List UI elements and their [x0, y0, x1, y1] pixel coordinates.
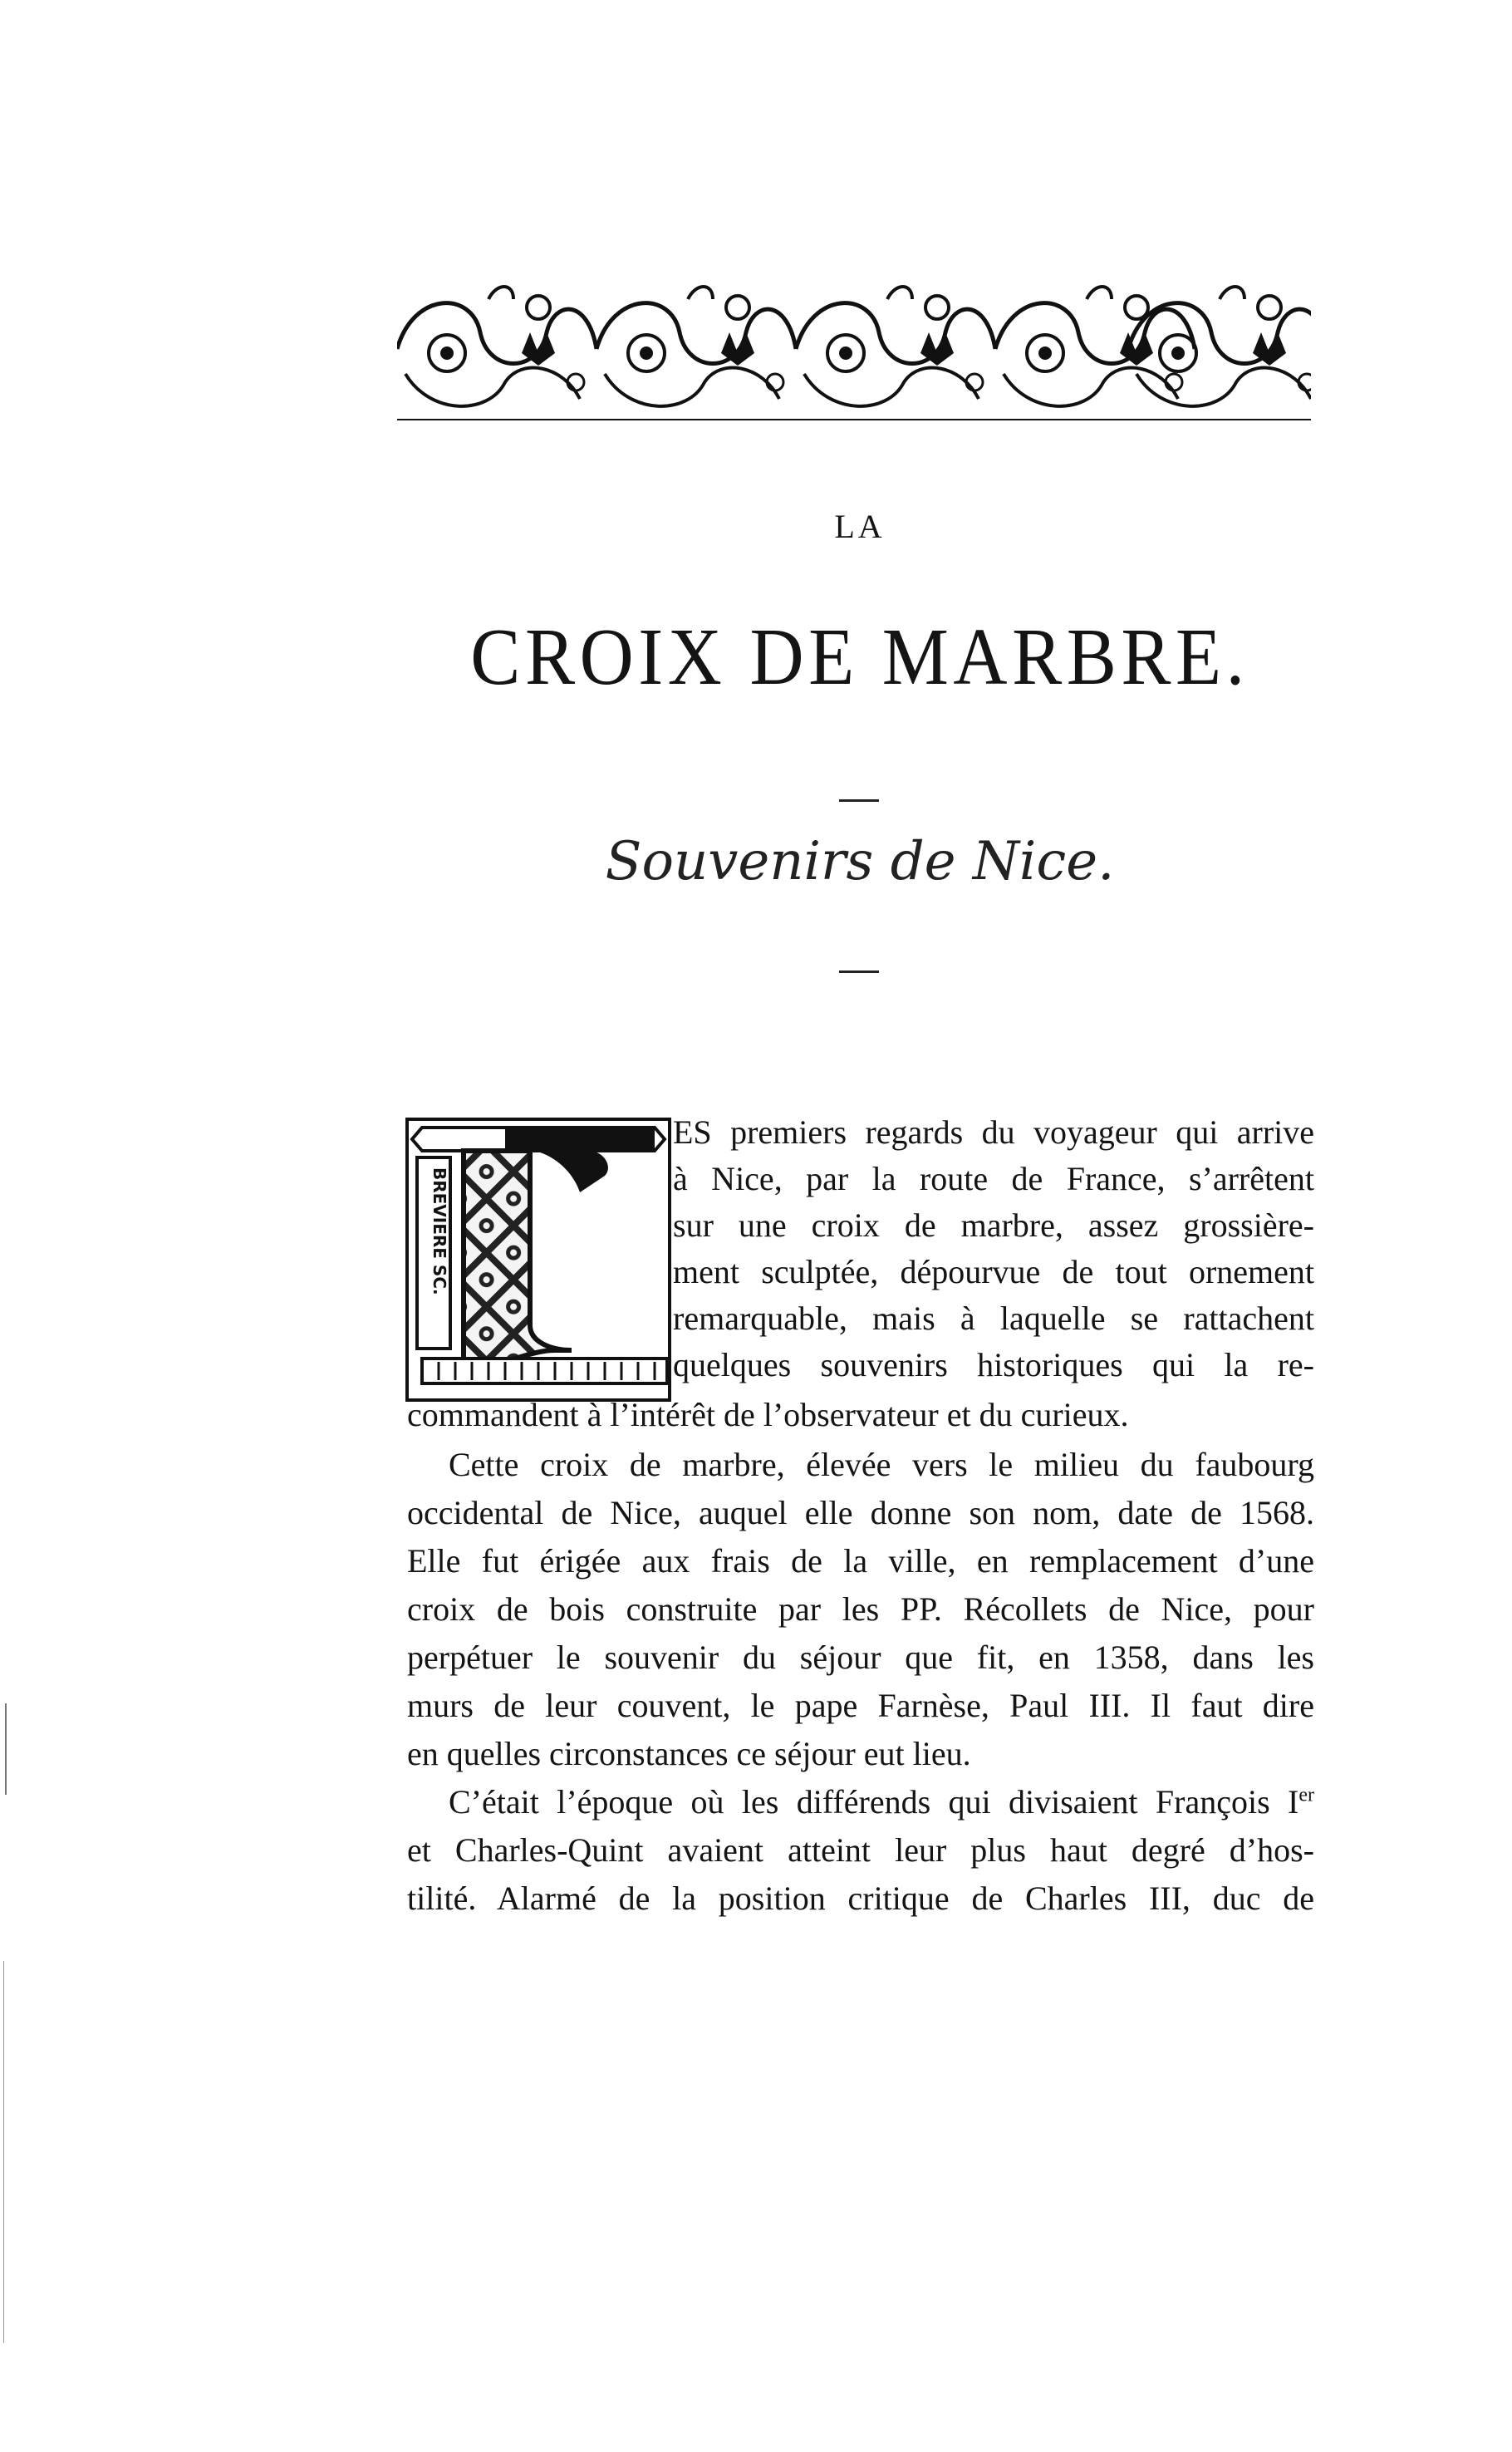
paragraph-2-line-1: Cette croix de marbre, élevée vers le milieu du faubourg — [449, 1446, 1314, 1483]
paragraph-2-line-3: Elle fut érigée aux frais de la ville, en remplacement d’une — [407, 1542, 1314, 1580]
paragraph-1-line-5: remarquable, mais à laquelle se rattachent — [673, 1300, 1314, 1337]
paragraph-1-line-6: quelques souvenirs historiques qui la re- — [673, 1346, 1314, 1383]
scan-edge-mark — [3, 1961, 4, 2343]
paragraph-1-line-1: ES premiers regards du voyageur qui arrive — [673, 1113, 1315, 1151]
paragraph-1-line-4: ment sculptée, dépourvue de tout ornement — [673, 1253, 1314, 1290]
drop-cap-continuation: ES — [673, 1113, 712, 1151]
engraver-credit: BREVIERE SC. — [430, 1167, 449, 1295]
paragraph-3-line-2: et Charles-Quint avaient atteint leur plus haut degré d’hos- — [407, 1831, 1314, 1869]
floral-scroll-ornament-icon — [397, 274, 1311, 424]
paragraph-1-line-2: à Nice, par la route de France, s’arrêtent — [673, 1160, 1314, 1197]
paragraph-2-line-4: croix de bois construite par les PP. Récollets de Nice, pour — [407, 1590, 1314, 1628]
divider-bottom — [839, 970, 879, 973]
divider-top — [839, 799, 879, 802]
subtitle: Souvenirs de Nice. — [605, 831, 1115, 892]
paragraph-2-line-2: occidental de Nice, auquel elle donne son nom, date de 1568. — [407, 1494, 1314, 1531]
paragraph-1-line-7: commandent à l’intérêt de l’observateur et du curieux. — [407, 1396, 1129, 1433]
paragraph-1-line-3: sur une croix de marbre, assez grossière- — [673, 1206, 1314, 1244]
paragraph-2-line-5: perpétuer le souvenir du séjour que fit, en 1358, dans les — [407, 1639, 1314, 1676]
paragraph-3-line-1: C’était l’époque où les différends qui divisaient François Ier — [449, 1783, 1314, 1821]
paragraph-3-line-3: tilité. Alarmé de la position critique de Charles III, duc de — [407, 1880, 1314, 1917]
pre-title: LA — [834, 508, 886, 545]
decorated-initial-L-icon — [405, 1118, 671, 1402]
scan-edge-mark — [5, 1703, 7, 1795]
paragraph-2-line-6: murs de leur couvent, le pape Farnèse, Paul III. Il faut dire — [407, 1687, 1314, 1724]
paragraph-2-line-7: en quelles circonstances ce séjour eut lieu. — [407, 1735, 971, 1772]
page-title: CROIX DE MARBRE. — [470, 612, 1249, 702]
